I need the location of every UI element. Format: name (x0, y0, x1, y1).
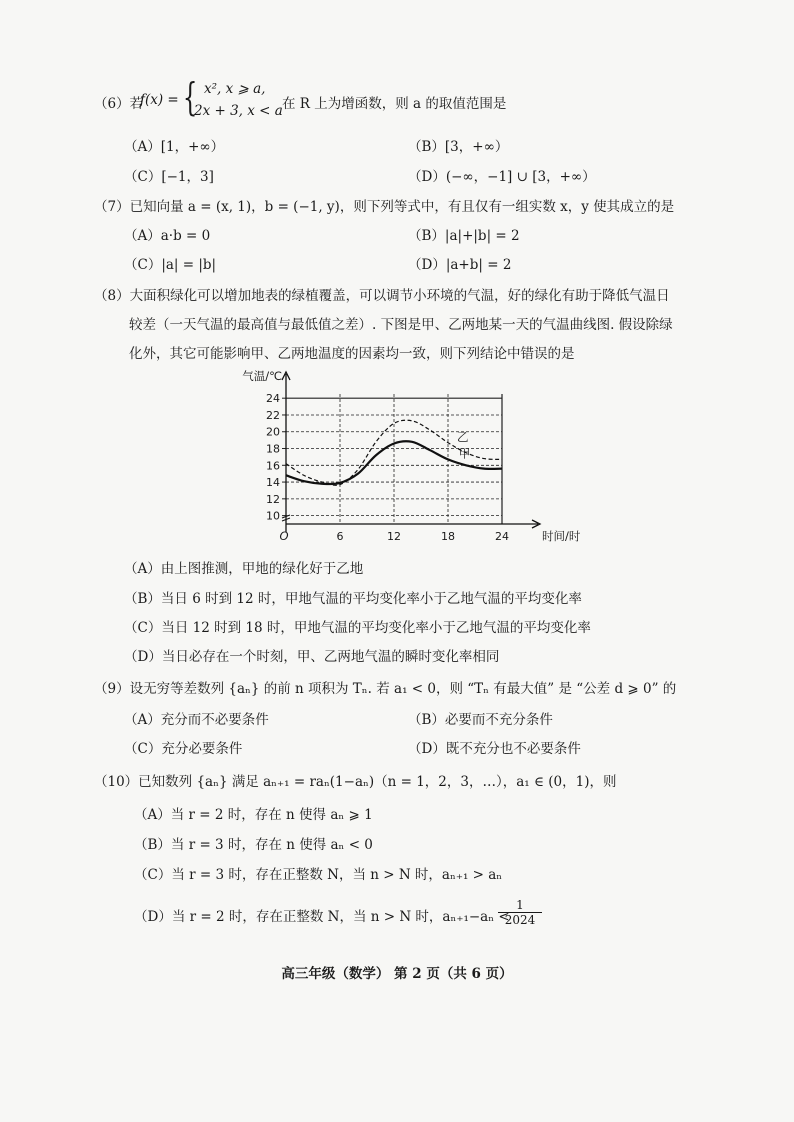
y-tick-label: 24 (266, 392, 280, 406)
q8-option-c: （C）当日 12 时到 18 时，甲地气温的平均变化率小于乙地气温的平均变化率 (124, 620, 591, 636)
q10-fraction (498, 898, 542, 927)
q7-option-c: （C）|a| = |b| (124, 257, 217, 273)
q10-option-a: （A）当 r = 2 时，存在 n 使得 aₙ ⩾ 1 (134, 807, 373, 823)
q8-stem-line-1: （8）大面积绿化可以增加地表的绿植覆盖，可以调节小环境的气温，好的绿化有助于降低气温日 (94, 288, 670, 304)
temperature-chart (234, 366, 581, 556)
q6-case2: 2x + 3, x < a (194, 103, 283, 119)
x-axis-label: 时间/时 (542, 529, 581, 543)
q6-option-b: （B）[3，+∞） (408, 139, 509, 155)
q9-option-a: （A）充分而不必要条件 (124, 712, 269, 728)
y-tick-label: 22 (266, 408, 280, 422)
x-tick-label: 24 (495, 530, 509, 543)
y-tick-label: 20 (266, 425, 280, 439)
q8-option-b: （B）当日 6 时到 12 时，甲地气温的平均变化率小于乙地气温的平均变化率 (124, 591, 582, 607)
q6-option-d: （D）(−∞，−1] ∪ [3，+∞） (408, 169, 596, 185)
q9-option-d: （D）既不充分也不必要条件 (408, 741, 581, 757)
x-tick-label: 12 (387, 530, 401, 543)
q6-brace: { (182, 75, 198, 119)
q10-fraction-numerator: 1 (498, 898, 542, 913)
x-tick-label: 18 (441, 530, 455, 543)
y-tick-label: 14 (266, 476, 280, 490)
q10-stem: （10）已知数列 {aₙ} 满足 aₙ₊₁ = raₙ(1−aₙ)（n = 1，2，3，…），a₁ ∈ (0，1)，则 (94, 774, 617, 790)
q8-stem-line-2: 较差（一天气温的最高值与最低值之差）. 下图是甲、乙两地某一天的气温曲线图. 假设除绿 (129, 317, 673, 333)
q10-option-c: （C）当 r = 3 时，存在正整数 N，当 n > N 时，aₙ₊₁ > aₙ (134, 867, 503, 883)
q10-option-d: （D）当 r = 2 时，存在正整数 N，当 n > N 时，aₙ₊₁−aₙ < (134, 909, 510, 925)
q6-option-a: （A）[1，+∞） (124, 139, 225, 155)
q7-option-a: （A）a·b = 0 (124, 228, 211, 244)
page-footer: 高三年级（数学） 第 2 页（共 6 页） (281, 966, 513, 982)
y-tick-label: 12 (266, 492, 280, 506)
q9-option-c: （C）充分必要条件 (124, 741, 243, 757)
q6-suffix: 在 R 上为增函数，则 a 的取值范围是 (282, 96, 507, 112)
q6-fx: f(x) = (140, 92, 179, 108)
q8-option-d: （D）当日必存在一个时刻，甲、乙两地气温的瞬时变化率相同 (124, 649, 500, 665)
series-label-yi: 乙 (457, 429, 469, 444)
origin-label: O (279, 529, 289, 543)
y-tick-label: 16 (266, 459, 280, 473)
q6-case1: x², x ⩾ a, (204, 81, 266, 97)
q10-fraction-denominator: 2024 (504, 913, 536, 927)
y-tick-label: 10 (266, 509, 280, 523)
q8-option-a: （A）由上图推测，甲地的绿化好于乙地 (124, 561, 364, 577)
q6-prefix: （6）若 (94, 96, 144, 112)
q6-option-c: （C）[−1，3] (124, 169, 214, 185)
q7-option-d: （D）|a+b| = 2 (408, 257, 512, 273)
q7-stem: （7）已知向量 a = (x, 1)，b = (−1, y)，则下列等式中，有且仅有一组实数 x，y 使其成立的是 (94, 199, 675, 215)
q7-option-b: （B）|a|+|b| = 2 (408, 228, 520, 244)
q8-stem-line-3: 化外，其它可能影响甲、乙两地温度的因素均一致，则下列结论中错误的是 (129, 346, 575, 362)
y-tick-label: 18 (266, 442, 280, 456)
x-tick-label: 6 (336, 530, 344, 543)
q9-option-b: （B）必要而不充分条件 (408, 712, 553, 728)
q10-option-b: （B）当 r = 3 时，存在 n 使得 aₙ < 0 (134, 837, 373, 853)
series-label-jia: 甲 (458, 446, 471, 461)
q9-stem: （9）设无穷等差数列 {aₙ} 的前 n 项积为 Tₙ. 若 a₁ < 0，则 “Tₙ 有最大值” 是 “公差 d ⩾ 0” 的 (94, 681, 677, 697)
y-axis-label: 气温/℃ (242, 369, 282, 383)
